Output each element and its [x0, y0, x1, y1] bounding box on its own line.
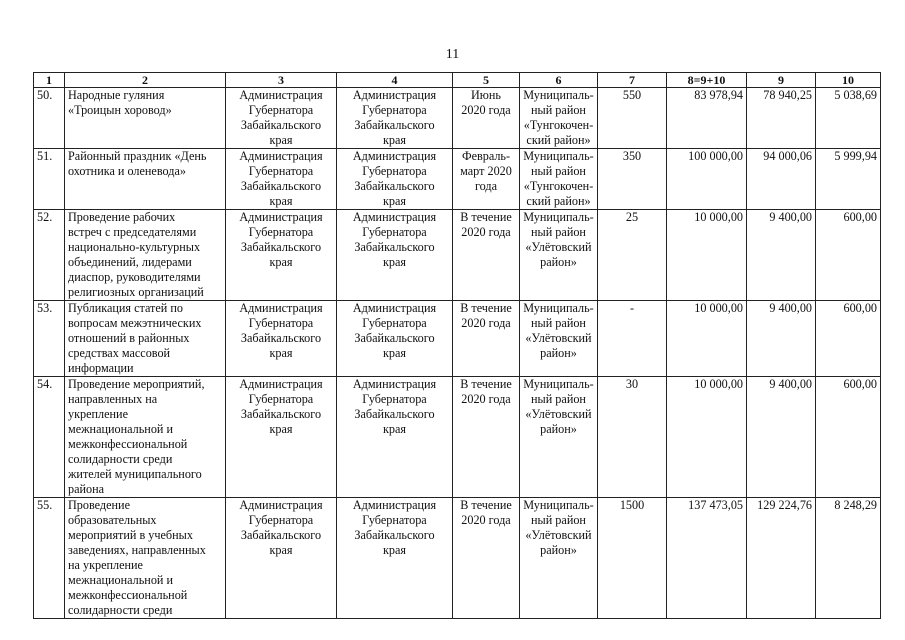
total-amount: 83 978,94 — [667, 88, 747, 149]
amount-col10: 8 248,29 — [816, 498, 881, 619]
event-name: Районный праздник «День охотника и оленевода» — [65, 149, 226, 210]
executor-org: Администрация Губернатора Забайкальского края — [337, 88, 453, 149]
amount-col10: 5 999,94 — [816, 149, 881, 210]
event-place: Муниципаль- ный район «Улётовский район» — [520, 210, 598, 301]
event-name: Народные гуляния «Троицын хоровод» — [65, 88, 226, 149]
responsible-org: Администрация Губернатора Забайкальского края — [226, 498, 337, 619]
amount-col10: 600,00 — [816, 301, 881, 377]
total-amount: 10 000,00 — [667, 377, 747, 498]
event-name: Публикация статей по вопросам межэтнических отношений в районных средствах массовой информации — [65, 301, 226, 377]
event-period: Июнь 2020 года — [453, 88, 520, 149]
participants-count: 30 — [598, 377, 667, 498]
column-header: 2 — [65, 73, 226, 88]
amount-col9: 94 000,06 — [747, 149, 816, 210]
event-period: В течение 2020 года — [453, 498, 520, 619]
event-place: Муниципаль- ный район «Улётовский район» — [520, 377, 598, 498]
header-row — [34, 73, 881, 88]
participants-count: 1500 — [598, 498, 667, 619]
column-header: 9 — [747, 73, 816, 88]
page-number: 11 — [445, 47, 460, 62]
amount-col10: 5 038,69 — [816, 88, 881, 149]
row-number: 50. — [34, 88, 65, 149]
amount-col10: 600,00 — [816, 210, 881, 301]
executor-org: Администрация Губернатора Забайкальского края — [337, 210, 453, 301]
participants-count: 350 — [598, 149, 667, 210]
events-table — [33, 72, 881, 619]
event-name: Проведение образовательных мероприятий в учебных заведениях, направленных на укрепление межнациональной и межконфессиональной солидарности среди — [65, 498, 226, 619]
responsible-org: Администрация Губернатора Забайкальского края — [226, 377, 337, 498]
responsible-org: Администрация Губернатора Забайкальского края — [226, 149, 337, 210]
event-period: Февраль- март 2020 года — [453, 149, 520, 210]
column-header: 6 — [520, 73, 598, 88]
table-row — [34, 88, 881, 149]
column-header: 3 — [226, 73, 337, 88]
responsible-org: Администрация Губернатора Забайкальского края — [226, 210, 337, 301]
amount-col9: 78 940,25 — [747, 88, 816, 149]
total-amount: 10 000,00 — [667, 210, 747, 301]
event-name: Проведение рабочих встреч с председателями национально-культурных объединений, лидерами диаспор, руководителями религиозных организаций — [65, 210, 226, 301]
column-header: 10 — [816, 73, 881, 88]
table-row — [34, 301, 881, 377]
event-period: В течение 2020 года — [453, 377, 520, 498]
row-number: 54. — [34, 377, 65, 498]
responsible-org: Администрация Губернатора Забайкальского края — [226, 88, 337, 149]
column-header: 7 — [598, 73, 667, 88]
event-period: В течение 2020 года — [453, 210, 520, 301]
table-row — [34, 377, 881, 498]
table-row — [34, 149, 881, 210]
event-place: Муниципаль- ный район «Тунгокочен- ский район» — [520, 149, 598, 210]
event-name: Проведение мероприятий, направленных на укрепление межнациональной и межконфессиональной солидарности среди жителей муниципального района — [65, 377, 226, 498]
participants-count: 550 — [598, 88, 667, 149]
amount-col9: 9 400,00 — [747, 377, 816, 498]
amount-col10: 600,00 — [816, 377, 881, 498]
executor-org: Администрация Губернатора Забайкальского края — [337, 498, 453, 619]
event-place: Муниципаль- ный район «Улётовский район» — [520, 301, 598, 377]
responsible-org: Администрация Губернатора Забайкальского края — [226, 301, 337, 377]
total-amount: 137 473,05 — [667, 498, 747, 619]
executor-org: Администрация Губернатора Забайкальского края — [337, 149, 453, 210]
amount-col9: 9 400,00 — [747, 301, 816, 377]
participants-count: - — [598, 301, 667, 377]
event-period: В течение 2020 года — [453, 301, 520, 377]
row-number: 52. — [34, 210, 65, 301]
executor-org: Администрация Губернатора Забайкальского края — [337, 301, 453, 377]
table-row — [34, 210, 881, 301]
row-number: 53. — [34, 301, 65, 377]
column-header: 8=9+10 — [667, 73, 747, 88]
amount-col9: 9 400,00 — [747, 210, 816, 301]
column-header: 4 — [337, 73, 453, 88]
executor-org: Администрация Губернатора Забайкальского края — [337, 377, 453, 498]
table-row — [34, 498, 881, 619]
total-amount: 10 000,00 — [667, 301, 747, 377]
participants-count: 25 — [598, 210, 667, 301]
event-place: Муниципаль- ный район «Улётовский район» — [520, 498, 598, 619]
column-header: 1 — [34, 73, 65, 88]
amount-col9: 129 224,76 — [747, 498, 816, 619]
row-number: 51. — [34, 149, 65, 210]
event-place: Муниципаль- ный район «Тунгокочен- ский район» — [520, 88, 598, 149]
row-number: 55. — [34, 498, 65, 619]
total-amount: 100 000,00 — [667, 149, 747, 210]
column-header: 5 — [453, 73, 520, 88]
